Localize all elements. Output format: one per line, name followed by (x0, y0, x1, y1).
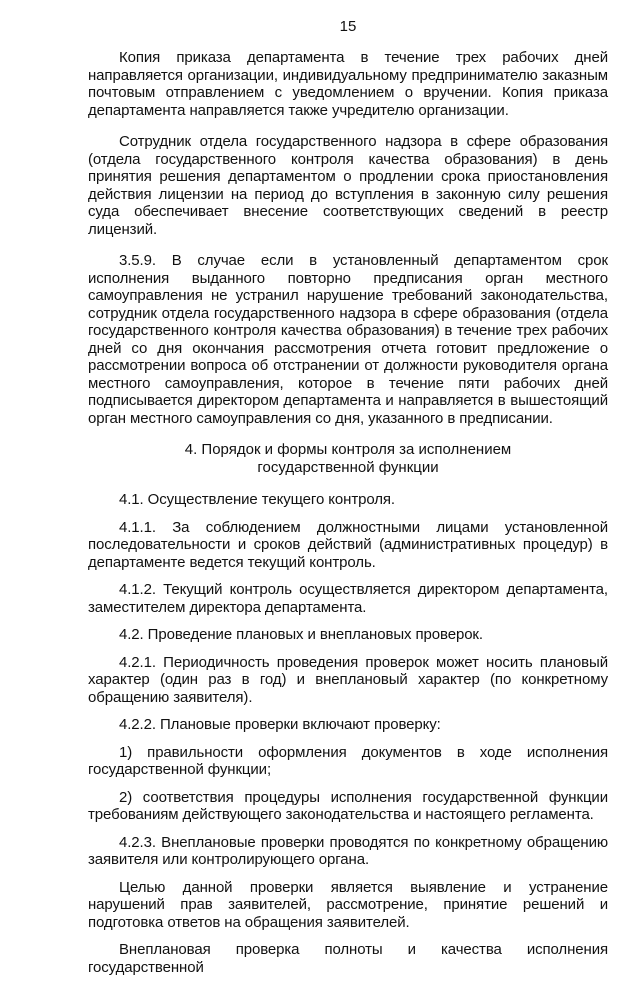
section-heading-line-2: государственной функции (257, 458, 439, 476)
paragraph-4-2-1: 4.2.1. Периодичность проведения проверок может носить плановый характер (один раз в год) и внеплановый характер (по конкретному обращению заявителя). (88, 653, 608, 706)
paragraph-4-2: 4.2. Проведение плановых и внеплановых проверок. (119, 626, 483, 643)
paragraph-3-5-9: 3.5.9. В случае если в установленный департаментом срок исполнения выданного повторно предписания орган местного самоуправления не устранил нарушение требований законодательства, сотрудник отдела государственного надзора в сфере образования (отдела государственного контроля качества образования) в течение трех рабочих дней со дня окончания рассмотрения отчета готовит предложение о рассмотрении вопроса об отстранении от должности руководителя органа местного самоуправления, которое в течение пяти рабочих дней подписывается директором департамента и направляется в вышестоящий орган местного самоуправления со дня, указанного в предписании. (88, 252, 608, 427)
paragraph-copy-order: Копия приказа департамента в течение трех рабочих дней направляется организации, индивидуальному предпринимателю заказным почтовым отправлением с уведомлением о вручении. Копия приказа департамента направляется также учредителю организации. (88, 49, 608, 119)
section-heading (88, 441, 608, 476)
paragraph-4-1-1: 4.1.1. За соблюдением должностными лицами установленной последовательности и сроков действий (административных процедур) в департаменте ведется текущий контроль. (88, 518, 608, 571)
paragraph-4-2-2: 4.2.2. Плановые проверки включают проверку: (119, 716, 441, 733)
paragraph-unscheduled-check: Внеплановая проверка полноты и качества исполнения государственной (88, 941, 608, 976)
paragraph-supervision-officer: Сотрудник отдела государственного надзора в сфере образования (отдела государственного контроля качества образования) в день принятия решения департаментом о продлении срока приостановления действия лицензии на период до вступления в законную силу решения суда обеспечивает внесение соответствующих сведений в реестр лицензий. (88, 133, 608, 238)
paragraph-4-1-2: 4.1.2. Текущий контроль осуществляется директором департамента, заместителем директора департамента. (88, 581, 608, 616)
list-item-2: 2) соответствия процедуры исполнения государственной функции требованиям действующего законодательства и настоящего регламента. (88, 788, 608, 823)
paragraph-purpose: Целью данной проверки является выявление и устранение нарушений прав заявителей, рассмотрение, принятие решений и подготовка ответов на обращения заявителей. (88, 878, 608, 931)
paragraph-4-1: 4.1. Осуществление текущего контроля. (119, 491, 395, 508)
document-page (88, 18, 608, 986)
section-heading-line-1: 4. Порядок и формы контроля за исполнением (184, 441, 512, 458)
paragraph-4-2-3: 4.2.3. Внеплановые проверки проводятся по конкретному обращению заявителя или контролирующего органа. (88, 833, 608, 868)
list-item-1: 1) правильности оформления документов в ходе исполнения государственной функции; (88, 743, 608, 778)
page-number: 15 (339, 18, 357, 35)
